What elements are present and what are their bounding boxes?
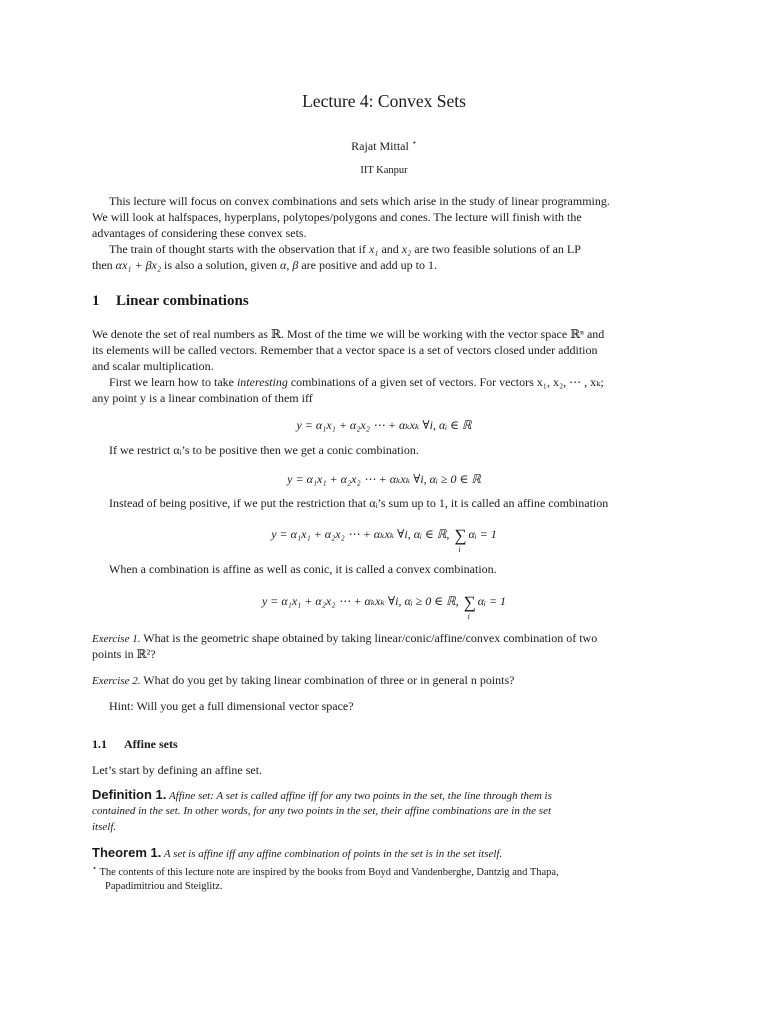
body-text: combinations of a given set of vectors. For vectors x₁, x₂, ⋯ , xₖ; [287, 375, 604, 389]
author-name: Rajat Mittal [351, 139, 409, 153]
equation-convex-lhs: y = α₁x₁ + α₂x₂ ⋯ + αₖxₖ ∀i, αᵢ ≥ 0 ∈ ℝ, [261, 594, 459, 608]
equation-affine-rhs: αᵢ = 1 [468, 527, 497, 541]
intro-text: are positive and add up to 1. [298, 258, 437, 272]
hint-text: Hint: Will you get a full dimensional vector space? [109, 699, 354, 713]
section-title: Linear combinations [116, 293, 249, 309]
section1-paragraph-2-line-2: any point y is a linear combination of them iff [92, 391, 313, 405]
exercise-1-line-2: points in ℝ²? [92, 647, 156, 661]
intro-text: are two feasible solutions of an LP [411, 242, 581, 256]
exercise-2 [92, 672, 514, 689]
intro-text: then [92, 258, 116, 272]
sum-index: i [458, 545, 461, 554]
intro-text: The train of thought starts with the observation that if [109, 242, 369, 256]
intro-paragraph-1-line-3: advantages of considering these convex sets. [92, 226, 307, 240]
equation-linear: y = α₁x₁ + α₂x₂ ⋯ + αₖxₖ ∀i, αᵢ ∈ ℝ [296, 418, 472, 432]
intro-text: is also a solution, given [161, 258, 281, 272]
section1-paragraph-2-line-1 [109, 374, 604, 390]
sum-symbol [454, 526, 467, 554]
footnote-mark: ⋆ [92, 863, 98, 873]
definition-1-line-1 [92, 787, 552, 804]
author-footnote-mark: ⋆ [411, 138, 417, 147]
section1-paragraph-1-line-1: We denote the set of real numbers as ℝ. Most of the time we will be working with the vector space ℝⁿ and [92, 327, 605, 341]
subsection-title: Affine sets [124, 737, 178, 751]
exercise-2-text: What do you get by taking linear combination of three or in general n points? [140, 673, 515, 687]
exercise-1-label: Exercise 1. [92, 633, 141, 645]
equation-convex [0, 593, 768, 621]
body-text: First we learn how to take [109, 375, 237, 389]
math-combination: αx₁ + βx₂ [115, 258, 162, 272]
intro-paragraph-2-line-1 [109, 241, 581, 257]
equation-convex-rhs: αᵢ = 1 [477, 594, 507, 608]
theorem-text: A set is affine iff any affine combination of points in the set is in the set itself. [161, 848, 503, 860]
definition-text: Affine set: A set is called affine iff for any two points in the set, the line through them is [166, 790, 552, 802]
intro-text: and [378, 242, 402, 256]
footnote-line-1 [92, 863, 678, 880]
math-x1: x₁ [368, 242, 379, 256]
footnote-line-2: Papadimitriou and Steiglitz. [105, 881, 223, 892]
sum-sign: ∑ [463, 593, 476, 612]
page-title: Lecture 4: Convex Sets [302, 91, 466, 111]
subsection-number: 1.1 [92, 737, 107, 751]
convex-text: When a combination is affine as well as conic, it is called a convex combination. [109, 562, 497, 576]
author-line [0, 139, 768, 154]
subsection-intro: Let’s start by defining an affine set. [92, 763, 263, 777]
theorem-label: Theorem 1. [92, 845, 162, 860]
intro-paragraph-2-line-2 [92, 257, 437, 273]
section1-paragraph-1-line-3: and scalar multiplication. [92, 359, 214, 373]
section-heading [92, 293, 249, 310]
math-x2: x₂ [401, 242, 412, 256]
intro-paragraph-1-line-2: We will look at halfspaces, hyperplans, polytopes/polygons and cones. The lecture will finish with the [92, 210, 582, 224]
definition-1-line-2: contained in the set. In other words, for any two points in the set, their affine combinations are in the set [92, 805, 552, 817]
exercise-1-text: What is the geometric shape obtained by taking linear/conic/affine/convex combination of two [140, 631, 598, 645]
equation-affine [0, 526, 768, 554]
section-number: 1 [92, 293, 100, 309]
math-alpha-beta: α, β [280, 258, 299, 272]
emphasis-text: interesting [236, 375, 288, 389]
intro-paragraph-1-line-1: This lecture will focus on convex combinations and sets which arise in the study of linear programming. [109, 194, 610, 208]
section1-paragraph-1-line-2: its elements will be called vectors. Remember that a vector space is a set of vectors closed under addition [92, 343, 598, 357]
footnote-text: The contents of this lecture note are inspired by the books from Boyd and Vandenberghe, Dantzig and Thapa, [97, 867, 559, 878]
equation-conic: y = α₁x₁ + α₂x₂ ⋯ + αₖxₖ ∀i, αᵢ ≥ 0 ∈ ℝ [287, 472, 481, 486]
definition-1-line-3: itself. [92, 821, 117, 833]
affiliation: IIT Kanpur [360, 165, 408, 176]
subsection-heading [92, 737, 178, 752]
conic-text: If we restrict αᵢ’s to be positive then we get a conic combination. [109, 443, 419, 457]
equation-affine-lhs: y = α₁x₁ + α₂x₂ ⋯ + αₖxₖ ∀i, αᵢ ∈ ℝ, [271, 527, 450, 541]
exercise-1-line-1 [92, 630, 597, 647]
definition-label: Definition 1. [92, 787, 167, 802]
affine-text: Instead of being positive, if we put the restriction that αᵢ’s sum up to 1, it is called an affine combination [109, 496, 609, 510]
sum-index: i [467, 612, 470, 621]
sum-symbol [463, 593, 476, 621]
theorem-1 [92, 845, 502, 862]
sum-sign: ∑ [454, 526, 467, 545]
exercise-2-label: Exercise 2. [92, 675, 141, 687]
